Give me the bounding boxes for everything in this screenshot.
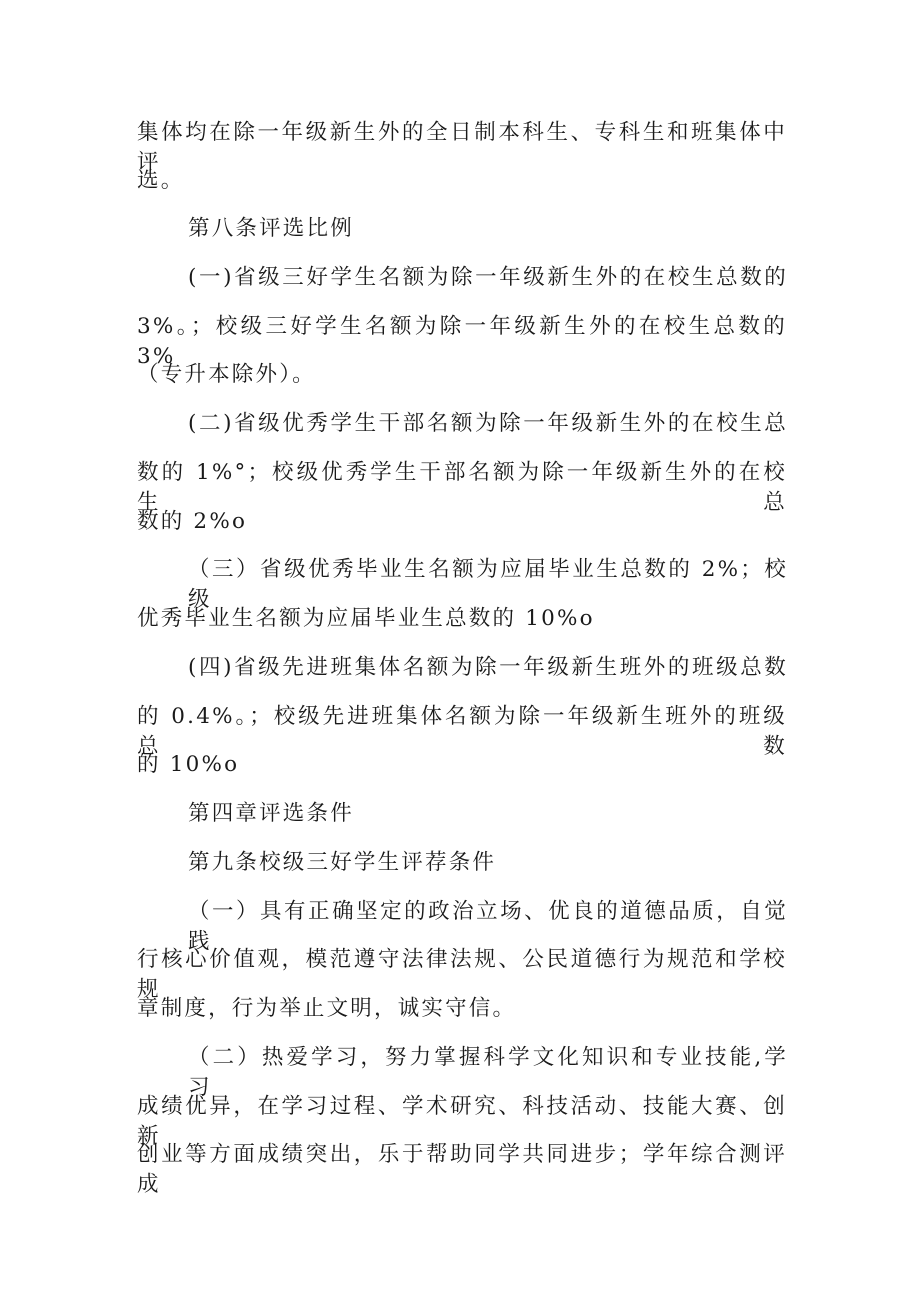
- paragraph-line: （三）省级优秀毕业生名额为应届毕业生总数的 2%；校级: [188, 557, 788, 612]
- paragraph-line: (二)省级优秀学生干部名额为除一年级新生外的在校生总: [188, 411, 788, 436]
- paragraph-line: 3%。；校级三好学生名额为除一年级新生外的在校生总数的 3%: [137, 314, 787, 369]
- paragraph-line: 行核心价值观，模范遵守法律法规、公民道德行为规范和学校规: [137, 947, 787, 1002]
- chapter-heading: 第四章评选条件: [188, 801, 354, 826]
- article-heading: 第九条校级三好学生评荐条件: [188, 850, 497, 875]
- paragraph-line: 的 10%o: [137, 752, 240, 777]
- paragraph-line: 章制度，行为举止文明，诚实守信。: [137, 996, 517, 1021]
- paragraph-line: 选。: [137, 168, 185, 193]
- paragraph-line: (一)省级三好学生名额为除一年级新生外的在校生总数的: [188, 265, 788, 290]
- paragraph-line: 优秀毕业生名额为应届毕业生总数的 10%o: [137, 606, 595, 631]
- paragraph-line: 数的 1%°；校级优秀学生干部名额为除一年级新生外的在校生总: [137, 460, 787, 515]
- paragraph-line: 数的 2%o: [137, 509, 248, 534]
- article-heading: 第八条评选比例: [188, 216, 354, 241]
- paragraph-line: 成绩优异，在学习过程、学术研究、科技活动、技能大赛、创新: [137, 1094, 787, 1149]
- paragraph-line: (四)省级先进班集体名额为除一年级新生班外的班级总数: [188, 655, 788, 680]
- paragraph-line: 集体均在除一年级新生外的全日制本科生、专科生和班集体中评: [137, 120, 787, 175]
- paragraph-line: （一）具有正确坚定的政治立场、优良的道德品质，自觉践: [188, 899, 788, 954]
- paragraph-line: （二）热爱学习，努力掌握科学文化知识和专业技能,学习: [188, 1045, 788, 1100]
- paragraph-line: 创业等方面成绩突出，乐于帮助同学共同进步；学年综合测评成: [137, 1142, 787, 1197]
- paragraph-line: （专升本除外）。: [137, 362, 316, 387]
- paragraph-line: 的 0.4%。；校级先进班集体名额为除一年级新生班外的班级总数: [137, 704, 787, 759]
